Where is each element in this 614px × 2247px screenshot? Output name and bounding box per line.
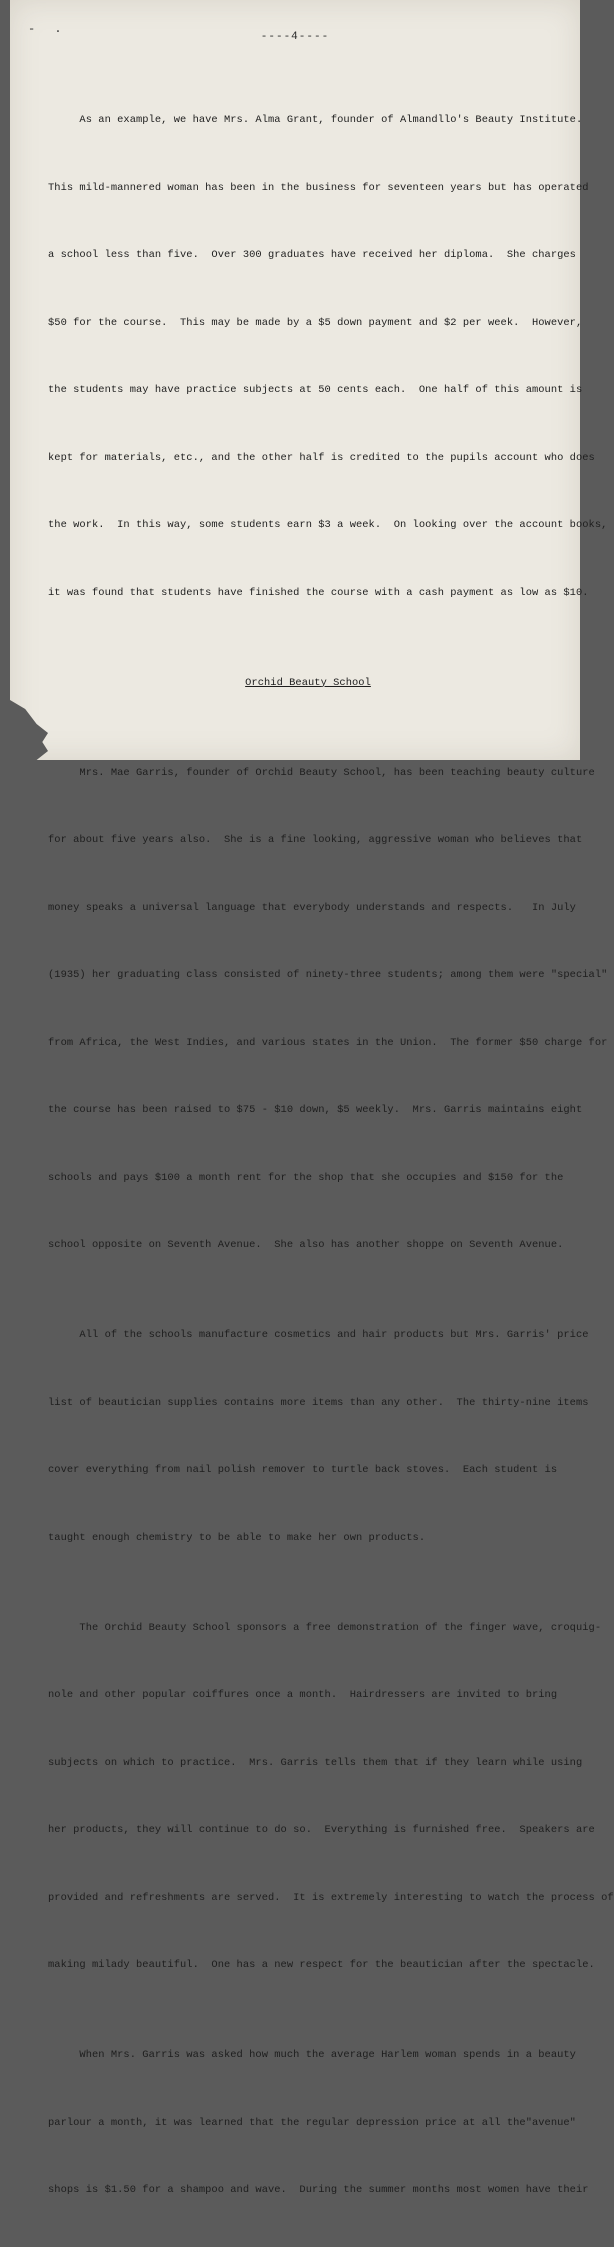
text-line: provided and refreshments are served. It is extremely interesting to watch the process of [48,1891,614,1904]
text-line: kept for materials, etc., and the other half is credited to the pupils account who does [48,451,595,464]
text-line: the work. In this way, some students earn $3 a week. On looking over the account books, [48,519,608,531]
text-line: list of beautician supplies contains more items than any other. The thirty-nine items [48,1396,589,1409]
corner-marks: - . [28,22,68,36]
text-line: As an example, we have Mrs. Alma Grant, founder of Almandllo's Beauty Institute. [48,114,583,126]
text-line: cover everything from nail polish remover to turtle back stoves. Each student is [48,1464,558,1476]
section-heading: Orchid Beauty School [245,676,371,689]
text-line: subjects on which to practice. Mrs. Garris tells them that if they learn while using [48,1756,583,1769]
text-line: the students may have practice subjects at 50 cents each. One half of this amount is [48,384,583,396]
text-line: (1935) her graduating class consisted of ninety-three students; among them were "special" [48,969,608,981]
text-line: for about five years also. She is a fine looking, aggressive woman who believes that [48,834,583,846]
text-line: When Mrs. Garris was asked how much the average Harlem woman spends in a beauty [48,2049,576,2061]
text-line: Mrs. Mae Garris, founder of Orchid Beauty School, has been teaching beauty culture [48,766,595,779]
typewritten-page [10,0,614,2196]
text-line: taught enough chemistry to be able to make her own products. [48,1531,426,1544]
text-line: school opposite on Seventh Avenue. She also has another shoppe on Seventh Avenue. [48,1239,564,1251]
text-line: This mild-mannered woman has been in the business for seventeen years but has operated [48,181,589,194]
text-line: it was found that students have finished the course with a cash payment as low as $10. [48,586,589,599]
page-number: ----4---- [260,31,330,43]
text-line: from Africa, the West Indies, and various states in the Union. The former $50 charge for [48,1036,608,1049]
torn-edge [10,700,48,760]
text-line: a school less than five. Over 300 graduates have received her diploma. She charges [48,249,576,261]
text-line: schools and pays $100 a month rent for the shop that she occupies and $150 for the [48,1171,564,1184]
text-line: All of the schools manufacture cosmetics and hair products but Mrs. Garris' price [48,1329,589,1341]
section-heading-line [48,672,568,695]
text-line: her products, they will continue to do so. Everything is furnished free. Speakers are [48,1824,595,1836]
text-line: making milady beautiful. One has a new respect for the beautician after the spectacle. [48,1959,595,1971]
text-line: money speaks a universal language that everybody understands and respects. In July [48,901,576,914]
text-line: nole and other popular coiffures once a month. Hairdressers are invited to bring [48,1689,558,1701]
document-body [48,64,614,2247]
text-line: parlour a month, it was learned that the regular depression price at all the"avenue" [48,2116,576,2129]
text-line: the course has been raised to $75 - $10 down, $5 weekly. Mrs. Garris maintains eight [48,1104,583,1116]
text-line: The Orchid Beauty School sponsors a free demonstration of the finger wave, croquig- [48,1621,602,1634]
text-line: shops is $1.50 for a shampoo and wave. During the summer months most women have their [48,2184,589,2196]
text-line: $50 for the course. This may be made by a $5 down payment and $2 per week. However, [48,316,583,329]
